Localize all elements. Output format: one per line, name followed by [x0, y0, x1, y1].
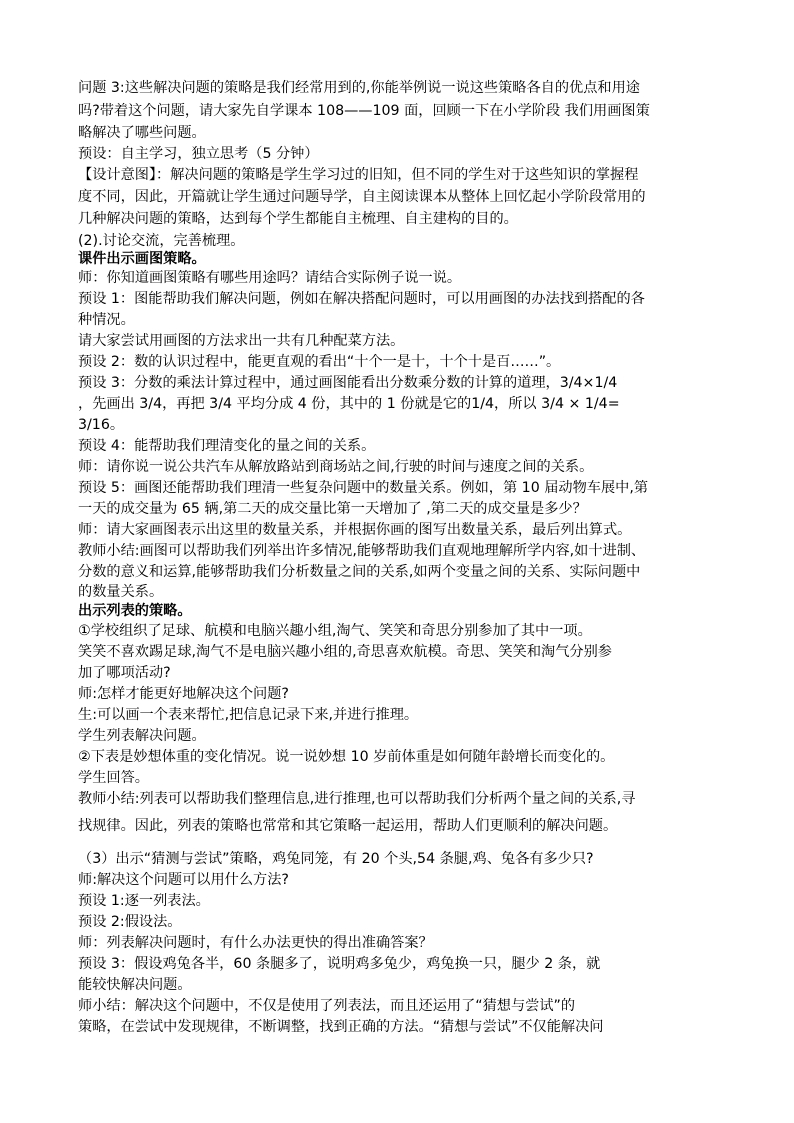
text-line: 预设 4：能帮助我们理清变化的量之间的关系。 [78, 438, 376, 454]
text-line: 预设 1：图能帮助我们解决问题，例如在解决搭配问题时，可以用画图的办法找到搭配的各 [78, 291, 645, 307]
text-line: 预设 3：分数的乘法计算过程中，通过画图能看出分数乘分数的计算的道理，3/4×1/4 [78, 375, 618, 391]
text-line: 师：你知道画图策略有哪些用途吗？请结合实际例子说一说。 [78, 270, 462, 286]
text-line: (2).讨论交流，完善梳理。 [78, 233, 245, 249]
text-line: 略解决了哪些问题。 [78, 125, 206, 141]
text-line: 师：请你说一说公共汽车从解放路站到商场站之间,行驶的时间与速度之间的关系。 [78, 459, 594, 475]
text-line: 预设 3：假设鸡兔各半，60 条腿多了，说明鸡多兔少，鸡兔换一只，腿少 2 条，就 [78, 956, 601, 972]
text-line: 的数量关系。 [78, 584, 164, 600]
text-line: 师小结：解决这个问题中，不仅是使用了列表法，而且还运用了“猜想与尝试”的 [78, 998, 576, 1014]
text-line: ②下表是妙想体重的变化情况。说一说妙想 10 岁前体重是如何随年龄增长而变化的。 [78, 749, 615, 765]
text-line: ，先画出 3/4，再把 3/4 平均分成 4 份，其中的 1 份就是它的1/4，所以 3/4 × 1/4= [78, 396, 620, 412]
text-line: 师:怎样才能更好地解决这个问题? [78, 686, 289, 702]
text-line: （3）出示“猜测与尝试”策略，鸡兔同笼，有 20 个头,54 条腿,鸡、兔各有多少只? [78, 851, 594, 867]
text-line: 种情况。 [78, 312, 135, 328]
text-line: 学生回答。 [78, 770, 149, 786]
text-line: 策略，在尝试中发现规律，不断调整，找到正确的方法。“猜想与尝试”不仅能解决问 [78, 1019, 604, 1035]
text-line: 笑笑不喜欢踢足球,淘气不是电脑兴趣小组的,奇思喜欢航模。奇思、笑笑和淘气分别参 [78, 644, 612, 660]
text-line: 【设计意图】：解决问题的策略是学生学习过的旧知，但不同的学生对于这些知识的掌握程 [78, 167, 639, 183]
section-heading: 课件出示画图策略。 [78, 251, 206, 267]
text-line: 请大家尝试用画图的方法求出一共有几种配菜方法。 [78, 333, 405, 349]
text-line: 加了哪项活动? [78, 665, 171, 681]
text-line: 学生列表解决问题。 [78, 728, 206, 744]
text-line: 教师小结:列表可以帮助我们整理信息,进行推理,也可以帮助我们分析两个量之间的关系,寻 [78, 791, 636, 807]
text-line: 度不同，因此，开篇就让学生通过问题导学，自主阅读课本从整体上回忆起小学阶段常用的 [78, 189, 646, 205]
text-line: 3/16。 [78, 417, 125, 433]
text-line: 师：列表解决问题时，有什么办法更快的得出准确答案？ [78, 935, 433, 951]
text-line: 预设 2：数的认识过程中，能更直观的看出“十个一是十，十个十是百……”。 [78, 354, 561, 370]
text-line: 预设 1:逐一列表法。 [78, 893, 210, 909]
text-line: 找规律。因此，列表的策略也常常和其它策略一起运用，帮助人们更顺利的解决问题。 [78, 818, 618, 834]
text-line: 吗?带着这个问题，请大家先自学课本 108——109 面，回顾一下在小学阶段 我们用画图策 [78, 103, 650, 119]
text-line: 教师小结:画图可以帮助我们列举出许多情况,能够帮助我们直观地理解所学内容,如十进制、 [78, 543, 646, 559]
text-line: 一天的成交量为 65 辆,第二天的成交量比第一天增加了 ,第二天的成交量是多少？ [78, 501, 587, 517]
text-line: 预设：自主学习，独立思考（5 分钟） [78, 146, 319, 162]
section-heading: 出示列表的策略。 [78, 603, 192, 619]
text-line: 问题 3:这些解决问题的策略是我们经常用到的,你能举例说一说这些策略各自的优点和用途 [78, 80, 640, 96]
text-line: 能较快解决问题。 [78, 977, 192, 993]
text-line: 师：请大家画图表示出这里的数量关系，并根据你画的图写出数量关系，最后列出算式。 [78, 522, 632, 538]
text-line: 分数的意义和运算,能够帮助我们分析数量之间的关系,如两个变量之间的关系、实际问题中 [78, 564, 641, 580]
text-line: 预设 2:假设法。 [78, 914, 182, 930]
text-line: 师:解决这个问题可以用什么方法? [78, 872, 289, 888]
text-line: 几种解决问题的策略，达到每个学生都能自主梳理、自主建构的目的。 [78, 211, 518, 227]
text-line: 生:可以画一个表来帮忙,把信息记录下来,并进行推理。 [78, 707, 419, 723]
text-line: 预设 5：画图还能帮助我们理清一些复杂问题中的数量关系。例如，第 10 届动物车展中,第 [78, 480, 649, 496]
text-line: ①学校组织了足球、航模和电脑兴趣小组,淘气、笑笑和奇思分别参加了其中一项。 [78, 623, 592, 639]
